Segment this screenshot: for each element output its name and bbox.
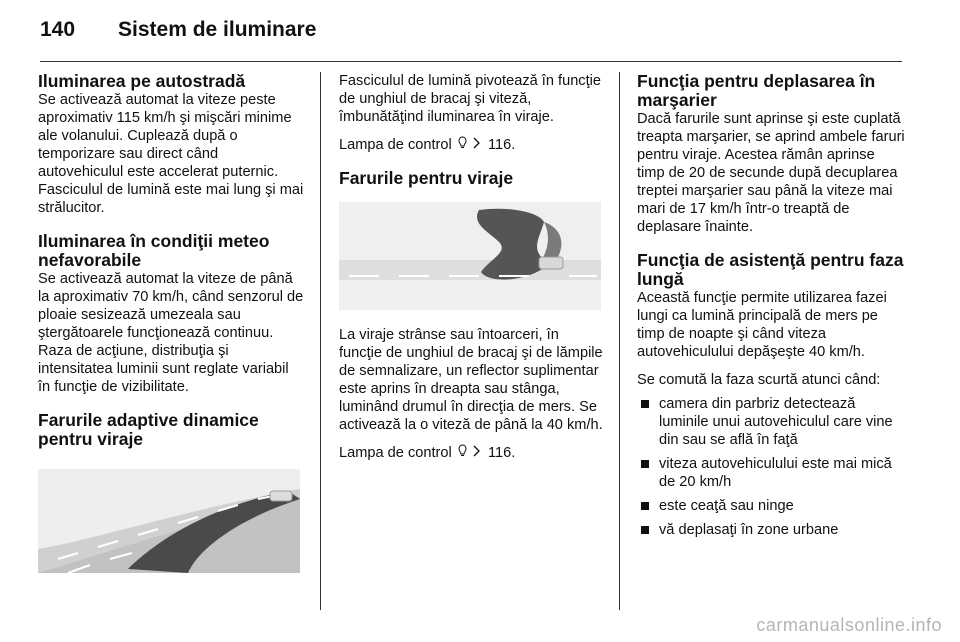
control-lamp-reference-1 xyxy=(339,136,605,154)
header-rule xyxy=(40,61,902,62)
section-heading-bad-weather-light: Iluminarea în condiţii meteo nefavorabile xyxy=(38,231,270,270)
section-text-highway-light: Se activează automat la viteze peste aproximativ 115 km/h şi mişcări minime ale volanului. Cuplează după o temporizare sau direct când autovehiculul este accelerat puternic. Fasciculul de lumină este mai lung şi mai strălucitor. xyxy=(38,92,304,216)
section-text-reverse-function: Dacă farurile sunt aprinse şi este cuplată treapta marşarier, se aprind ambele faruri pentru viraje. Acestea rămân aprinse timp de 20 de secunde după decuplarea treptei marşarier sau până la viteze mai mari de 17 km/h într-o treaptă de deplasare înainte. xyxy=(637,111,905,235)
control-lamp-label: Lampa de control xyxy=(339,445,452,461)
list-item: vă deplasaţi în zone urbane xyxy=(637,521,905,539)
low-beam-switch-intro: Se comută la faza scurtă atunci când: xyxy=(637,372,881,388)
page-number: 140 xyxy=(40,18,76,41)
adaptive-curve-light-illustration xyxy=(38,469,300,573)
section-heading-cornering-lights: Farurile pentru viraje xyxy=(339,168,514,188)
lamp-icon xyxy=(458,136,467,154)
section-heading-high-beam-assist: Funcţia de asistenţă pentru faza lungă xyxy=(637,250,904,289)
column-divider xyxy=(320,72,321,610)
column-divider xyxy=(619,72,620,610)
page-header xyxy=(40,18,316,48)
control-lamp-label: Lampa de control xyxy=(339,137,452,153)
bullet-icon xyxy=(641,400,649,408)
column-3 xyxy=(637,72,905,545)
lamp-icon xyxy=(458,444,467,462)
section-heading-adaptive-headlights: Farurile adaptive dinamice pentru viraje xyxy=(38,410,259,449)
low-beam-conditions-list xyxy=(637,395,905,539)
watermark: carmanualsonline.info xyxy=(756,615,942,635)
list-item: camera din parbriz detectează luminile unui autovehiculul care vine din sau se află în faţă xyxy=(637,395,905,449)
cornering-light-illustration-svg xyxy=(339,202,601,310)
bullet-icon xyxy=(641,502,649,510)
list-item: este ceaţă sau ninge xyxy=(637,497,905,515)
section-text-adaptive-headlights: Fasciculul de lumină pivotează în funcţie de unghiul de bracaj şi viteză, îmbunătăţind iluminarea în viraje. xyxy=(339,73,602,125)
section-text-high-beam-assist: Această funcţie permite utilizarea fazei lungi ca lumină principală de mers pe timp de noapte şi când viteza autovehiculului depăşeşte 40 km/h. xyxy=(637,290,887,360)
bullet-icon xyxy=(641,526,649,534)
column-2 xyxy=(339,72,605,462)
page-title: Sistem de iluminare xyxy=(118,18,317,41)
list-item: viteza autovehiculului este mai mică de 20 km/h xyxy=(637,455,905,491)
bullet-icon xyxy=(641,460,649,468)
page-reference-icon xyxy=(473,444,481,462)
section-heading-highway-light: Iluminarea pe autostradă xyxy=(38,71,246,91)
control-lamp-page[interactable]: 116. xyxy=(487,445,516,461)
control-lamp-page[interactable]: 116. xyxy=(487,137,516,153)
column-1 xyxy=(38,72,304,573)
control-lamp-reference-2 xyxy=(339,444,605,462)
section-text-bad-weather-light: Se activează automat la viteze de până la aproximativ 70 km/h, când senzorul de ploaie sesizează umezeala sau ştergătoarele funcţionează continuu. Raza de acţiune, distribuţia şi intensitatea luminii sunt reglate variabil în funcţie de vizibilitate. xyxy=(38,271,304,395)
section-heading-reverse-function: Funcţia pentru deplasarea în marşarier xyxy=(637,71,876,110)
section-text-cornering-lights: La viraje strânse sau întoarceri, în funcţie de unghiul de bracaj şi de lămpile de semnalizare, un reflector suplimentar este aprins în dreapta sau stânga, luminând drumul în direcţia de mers. Se activează la o viteză de până la 40 km/h. xyxy=(339,327,603,433)
cornering-light-illustration xyxy=(339,202,601,310)
adaptive-curve-light-illustration-svg xyxy=(38,469,300,573)
page-reference-icon xyxy=(473,136,481,154)
